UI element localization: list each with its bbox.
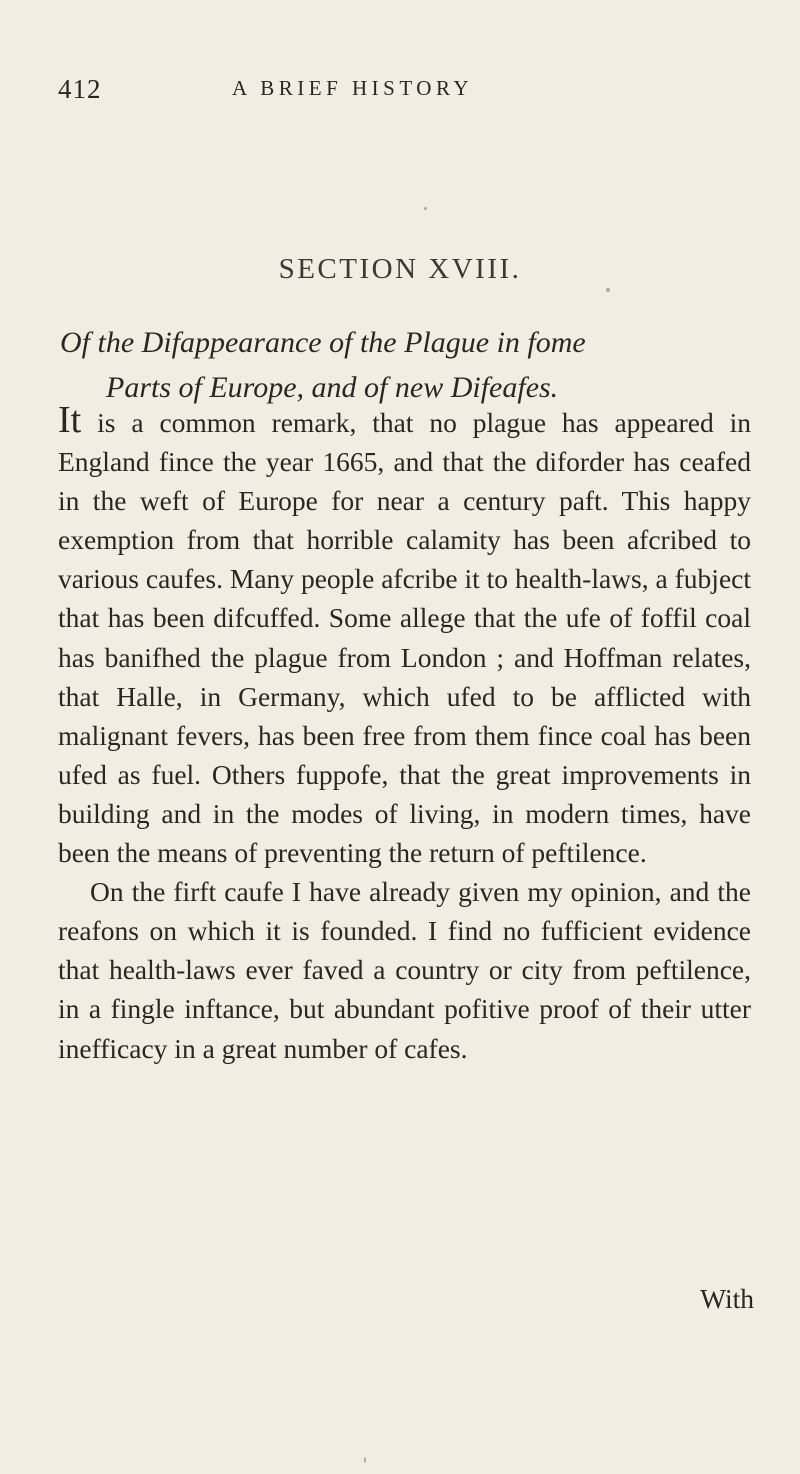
- section-subtitle: [60, 320, 750, 410]
- paragraph-1-text: is a common remark, that no plague has appeared in England fince the year 1665, and that the diforder has ceafed in the weft of Europe for near a century paft. This happy exemption from that horrible calamity has been afcribed to various caufes. Many people afcribe it to health-laws, a fubject that has been difcuffed. Some allege that the ufe of foffil coal has banifhed the plague from London ; and Hoffman relates, that Halle, in Germany, which ufed to be afflicted with malignant fevers, has been free from them fince coal has been ufed as fuel. Others fuppofe, that the great improvements in building and in the modes of living, in modern times, have been the means of preventing the return of peftilence.: [58, 407, 751, 869]
- catchword: With: [700, 1283, 754, 1314]
- initial-word: It: [58, 399, 82, 441]
- paragraph-1: [58, 399, 751, 872]
- body-text: [58, 399, 751, 1068]
- running-head: [0, 70, 800, 110]
- paragraph-2: On the firft caufe I have already given my opinion, and the reafons on which it is founded. I find no fufficient evidence that health-laws ever faved a country or city from peftilence, in a fingle inftance, but abundant pofitive proof of their utter inefficacy in a great number of cafes.: [58, 876, 751, 1064]
- paper-speck: [364, 1457, 366, 1463]
- section-heading: SECTION XVIII.: [278, 253, 522, 285]
- subtitle-line-2: Parts of Europe, and of new Difeafes.: [106, 371, 559, 404]
- paper-speck: [606, 288, 610, 292]
- running-title: A BRIEF HISTORY: [232, 76, 473, 100]
- page-number: 412: [58, 74, 102, 104]
- paper-speck: [424, 207, 427, 210]
- subtitle-line-1: Of the Difappearance of the Plague in fome: [60, 326, 586, 359]
